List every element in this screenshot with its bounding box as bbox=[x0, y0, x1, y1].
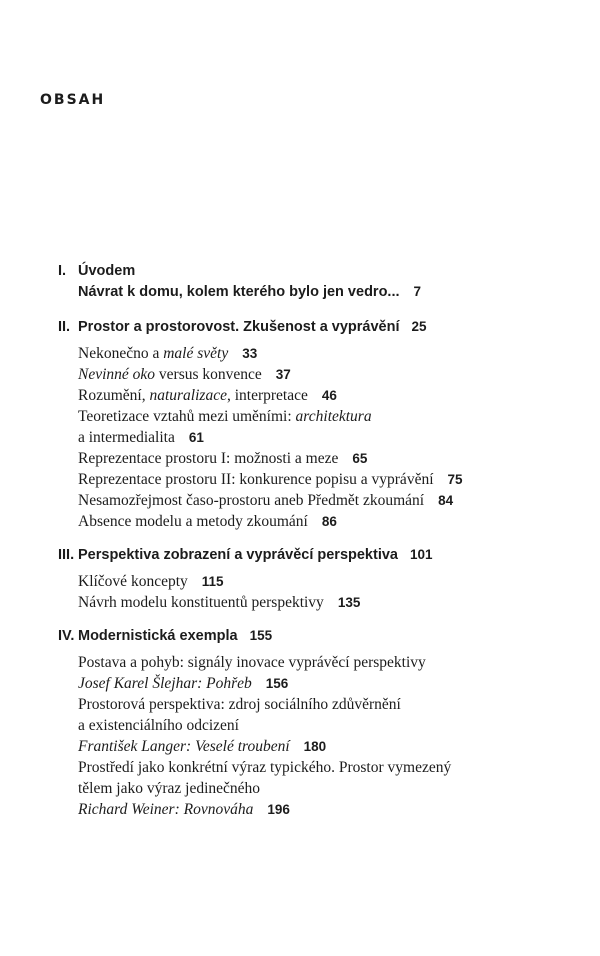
toc-entry bbox=[78, 696, 401, 714]
entry-title: Návrat k domu, kolem kterého bylo jen vedro... bbox=[78, 284, 400, 300]
page-number: 84 bbox=[438, 493, 454, 508]
section-heading bbox=[58, 263, 135, 279]
toc-entry bbox=[78, 801, 290, 819]
section-title: Perspektiva zobrazení a vyprávěcí perspektiva bbox=[78, 547, 398, 563]
toc-entry bbox=[78, 573, 224, 591]
toc-entry bbox=[78, 654, 426, 672]
entry-title: tělem jako výraz jedinečného bbox=[78, 780, 261, 797]
page-number: 86 bbox=[321, 514, 337, 529]
entry-title-italic: František Langer: Veselé troubení bbox=[78, 738, 290, 755]
entry-title: Reprezentace prostoru II: konkurence popisu a vyprávění bbox=[78, 471, 434, 488]
toc-entry bbox=[78, 759, 451, 777]
toc-entry bbox=[78, 450, 367, 468]
toc-entry bbox=[78, 780, 260, 798]
section-title: Modernistická exempla bbox=[78, 628, 238, 644]
section-heading bbox=[58, 547, 433, 563]
entry-title-italic: naturalizace bbox=[149, 387, 227, 404]
toc-entry bbox=[78, 471, 463, 489]
page-number: 37 bbox=[275, 367, 291, 382]
entry-title: Teoretizace vztahů mezi uměními: bbox=[78, 408, 296, 425]
page-number: 180 bbox=[303, 739, 327, 754]
page-number: 101 bbox=[409, 547, 433, 562]
section-number: IV. bbox=[58, 628, 75, 644]
page-number: 61 bbox=[188, 430, 204, 445]
entry-title: a existenciálního odcizení bbox=[78, 717, 239, 734]
page-number: 135 bbox=[337, 595, 361, 610]
contents-heading: OBSAH bbox=[40, 92, 106, 108]
page-number: 196 bbox=[267, 802, 290, 817]
page-number: 25 bbox=[411, 319, 427, 334]
page-number: 75 bbox=[447, 472, 463, 487]
section-number: II. bbox=[58, 319, 71, 335]
entry-title: Prostředí jako konkrétní výraz typického. Prostor vymezený bbox=[78, 759, 452, 776]
entry-title: Absence modelu a metody zkoumání bbox=[78, 513, 308, 530]
page-number: 155 bbox=[249, 628, 273, 643]
toc-entry bbox=[78, 492, 453, 510]
entry-title: a intermedialita bbox=[78, 429, 175, 446]
page-number: 33 bbox=[242, 346, 258, 361]
entry-title: Postava a pohyb: signály inovace vyprávěcí perspektivy bbox=[78, 654, 426, 671]
page-number: 156 bbox=[265, 676, 289, 691]
entry-title-italic: malé světy bbox=[163, 345, 229, 362]
entry-title: Reprezentace prostoru I: možnosti a meze bbox=[78, 450, 339, 467]
toc-entry bbox=[78, 738, 326, 756]
toc-entry bbox=[78, 366, 291, 384]
entry-title-italic: Josef Karel Šlejhar: Pohřeb bbox=[78, 675, 252, 692]
section-number: III. bbox=[58, 547, 75, 563]
entry-title: Prostorová perspektiva: zdroj sociálního zdůvěrnění bbox=[78, 696, 401, 713]
toc-entry bbox=[78, 717, 239, 735]
entry-title: versus konvence bbox=[155, 366, 262, 383]
entry-title: , interpretace bbox=[226, 387, 308, 404]
entry-title: Klíčové koncepty bbox=[78, 573, 188, 590]
toc-entry bbox=[78, 675, 288, 693]
entry-title: Návrh modelu konstituentů perspektivy bbox=[78, 594, 324, 611]
page-number: 46 bbox=[321, 388, 337, 403]
toc-entry bbox=[78, 594, 360, 612]
entry-title: Rozumění, bbox=[78, 387, 150, 404]
section-heading bbox=[58, 628, 272, 644]
entry-title: Nesamozřejmost časo-prostoru aneb Předmět zkoumání bbox=[78, 492, 425, 509]
entry-title-italic: Nevinné oko bbox=[78, 366, 156, 383]
toc-entry bbox=[78, 284, 421, 300]
section-title: Úvodem bbox=[78, 263, 136, 279]
section-number: I. bbox=[58, 263, 67, 279]
toc-entry bbox=[78, 429, 204, 447]
page-number: 7 bbox=[413, 284, 422, 299]
entry-title: Nekonečno a bbox=[78, 345, 164, 362]
toc-entry bbox=[78, 345, 257, 363]
toc-entry bbox=[78, 513, 337, 531]
section-heading bbox=[58, 319, 427, 335]
page-number: 115 bbox=[201, 574, 224, 589]
toc-entry bbox=[78, 408, 372, 426]
entry-title-italic: Richard Weiner: Rovnováha bbox=[78, 801, 254, 818]
section-title: Prostor a prostorovost. Zkušenost a vyprávění bbox=[78, 319, 400, 335]
entry-title-italic: architektura bbox=[295, 408, 372, 425]
toc-entry bbox=[78, 387, 337, 405]
page-number: 65 bbox=[352, 451, 368, 466]
